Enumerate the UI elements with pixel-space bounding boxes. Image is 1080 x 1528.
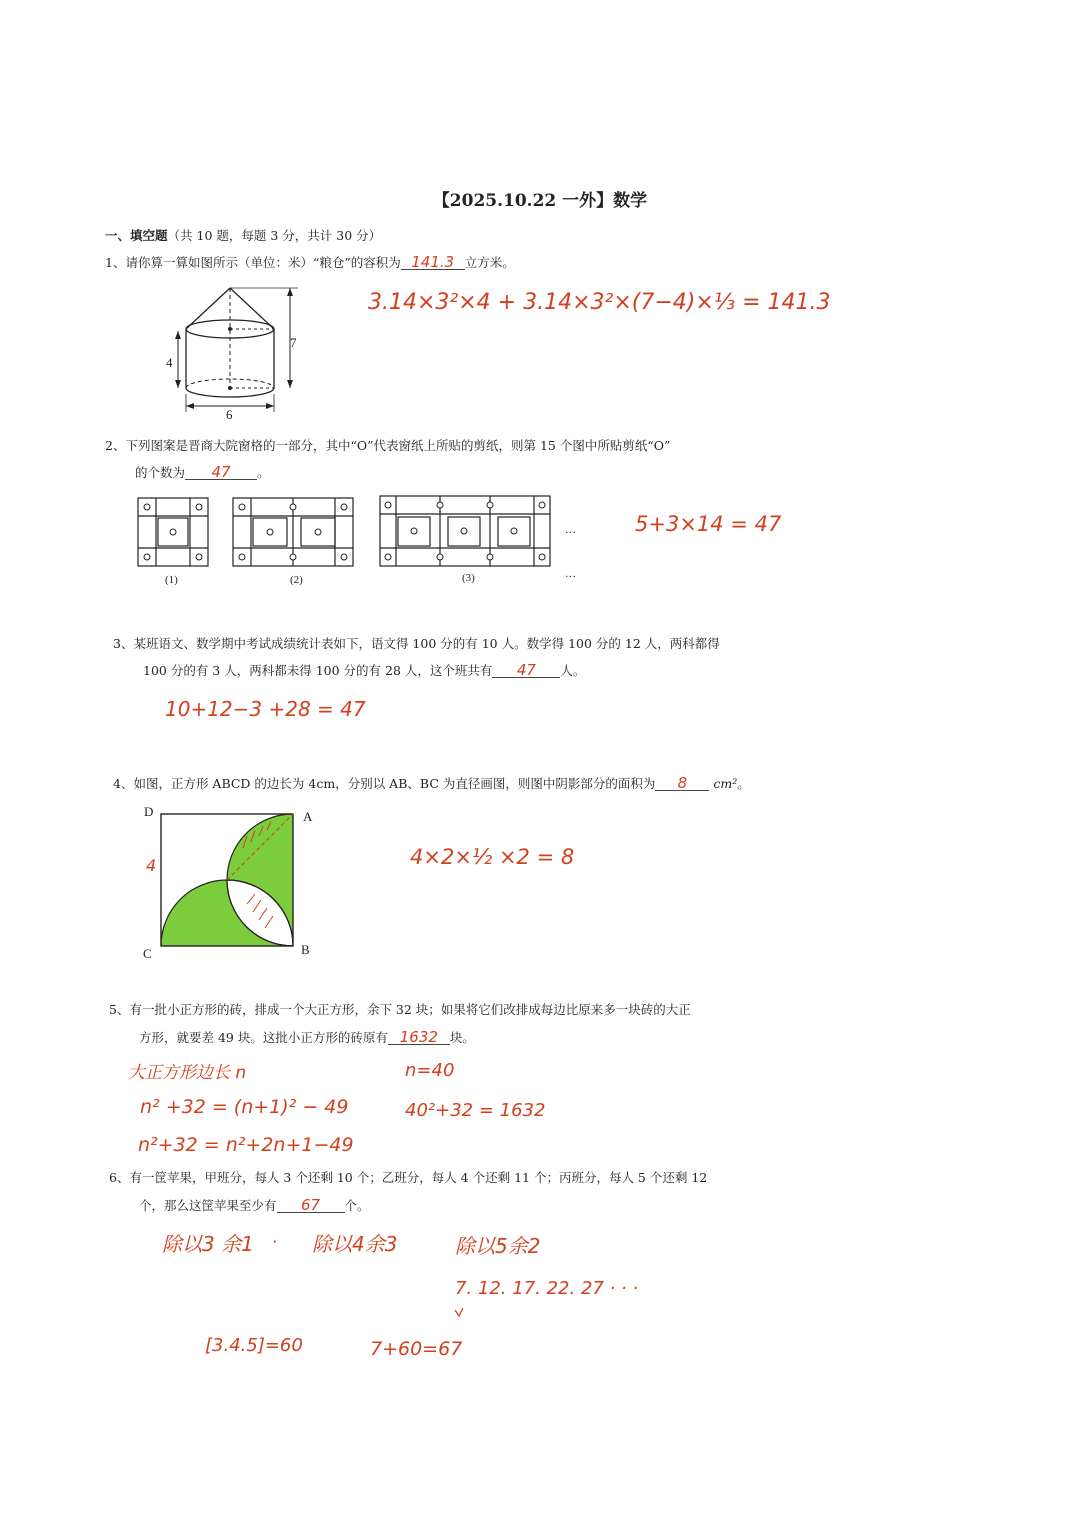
q6-work-sequence: 7. 12. 17. 22. 27 · · · — [455, 1278, 639, 1299]
question-5-line1: 5、有一批小正方形的砖，排成一个大正方形，余下 32 块；如果将它们改排成每边比原来多一块砖的大正 — [109, 1002, 691, 1017]
section-heading — [105, 228, 381, 244]
page-title: 【2025.10.22 一外】数学 — [432, 191, 648, 211]
q2-ellipsis-2: … — [565, 568, 576, 580]
q6-work-remainder-3: 除以3 余1 — [162, 1232, 254, 1256]
question-4-text — [113, 776, 750, 792]
q6-work-lcm: [3.4.5]=60 — [205, 1335, 303, 1356]
q5-work-line-1: 大正方形边长 n — [128, 1063, 247, 1083]
question-2-line2 — [135, 465, 270, 481]
question-3-line1: 3、某班语文、数学期中考试成绩统计表如下，语文得 100 分的有 10 人。数学得 100 分的 12 人，两科都得 — [113, 636, 720, 651]
q6-work-dot: · — [272, 1232, 278, 1251]
q2-suffix: 。 — [257, 465, 270, 480]
q6-answer-blank: 67 — [277, 1198, 345, 1213]
q5-prompt: 方形，就要差 49 块。这批小正方形的砖原有 — [139, 1030, 388, 1045]
question-6-line2 — [139, 1198, 370, 1214]
q2-label-1: (1) — [165, 574, 178, 586]
q6-work-remainder-4: 除以4余3 — [312, 1232, 398, 1256]
q5-work-line-2: n² +32 = (n+1)² − 49 — [140, 1096, 349, 1118]
q1-suffix: 立方米。 — [464, 255, 515, 270]
q4-prompt: 4、如图，正方形 ABCD 的边长为 4cm，分别以 AB、BC 为直径画图，则图中阴影部分的面积为 — [113, 776, 656, 791]
q5-work-line-4: n=40 — [405, 1060, 455, 1081]
section-note: （共 10 题，每题 3 分，共计 30 分） — [167, 228, 382, 243]
q6-check-mark — [452, 1304, 466, 1320]
q5-answer-blank: 1632 — [388, 1030, 450, 1045]
q6-prompt: 个，那么这筐苹果至少有 — [139, 1198, 277, 1213]
q3-answer-blank: 47 — [492, 663, 560, 678]
q3-suffix: 人。 — [560, 663, 586, 678]
q1-dim-label-6: 6 — [226, 407, 233, 422]
question-2-line1: 2、下列图案是晋商大院窗格的一部分，其中“O”代表窗纸上所贴的剪纸，则第 15 个图中所贴剪纸“O” — [105, 438, 671, 453]
q5-work-line-5: 40²+32 = 1632 — [405, 1100, 546, 1121]
question-3-line2 — [143, 663, 585, 679]
q2-prompt: 的个数为 — [135, 465, 186, 480]
q6-work-remainder-5: 除以5余2 — [455, 1234, 541, 1258]
question-5-line2 — [139, 1030, 475, 1046]
q4-vertex-b: B — [301, 942, 310, 957]
question-1-text — [105, 255, 515, 271]
q4-side-label: 4 — [146, 856, 157, 875]
q2-handwritten-work: 5+3×14 = 47 — [635, 512, 782, 536]
q4-suffix: 。 — [737, 776, 750, 791]
q4-square-figure — [155, 808, 305, 950]
q2-ellipsis-1: … — [565, 524, 576, 536]
q6-suffix: 个。 — [344, 1198, 370, 1213]
q2-answer-blank: 47 — [185, 465, 257, 480]
q2-label-3: (3) — [462, 572, 475, 584]
q1-answer-blank: 141.3 — [401, 255, 465, 270]
q6-work-answer: 7+60=67 — [370, 1338, 463, 1360]
q5-suffix: 块。 — [449, 1030, 475, 1045]
q1-dim-label-7: 7 — [290, 335, 297, 350]
q4-vertex-d: D — [144, 804, 154, 819]
q3-handwritten-work: 10+12−3 +28 = 47 — [165, 697, 366, 721]
q1-handwritten-work: 3.14×3²×4 + 3.14×3²×(7−4)×⅓ = 141.3 — [368, 290, 831, 315]
q1-dim-label-4: 4 — [166, 355, 173, 370]
q1-prompt: 1、请你算一算如图所示（单位：米）“粮仓”的容积为 — [105, 255, 401, 270]
q4-handwritten-work: 4×2×½ ×2 = 8 — [410, 845, 575, 869]
section-label: 一、填空题 — [105, 228, 168, 243]
q1-granary-figure — [160, 282, 310, 422]
q4-vertex-c: C — [143, 946, 152, 961]
q4-unit: cm² — [713, 776, 738, 791]
q2-window-pattern-figure — [130, 490, 590, 575]
q4-vertex-a: A — [303, 809, 313, 824]
q2-label-2: (2) — [290, 574, 303, 586]
q4-answer-blank: 8 — [655, 776, 709, 791]
question-6-line1: 6、有一筐苹果，甲班分，每人 3 个还剩 10 个；乙班分，每人 4 个还剩 11 个；丙班分，每人 5 个还剩 12 — [109, 1170, 708, 1185]
q3-prompt: 100 分的有 3 人，两科都未得 100 分的有 28 人，这个班共有 — [143, 663, 493, 678]
q5-work-line-3: n²+32 = n²+2n+1−49 — [138, 1134, 354, 1156]
